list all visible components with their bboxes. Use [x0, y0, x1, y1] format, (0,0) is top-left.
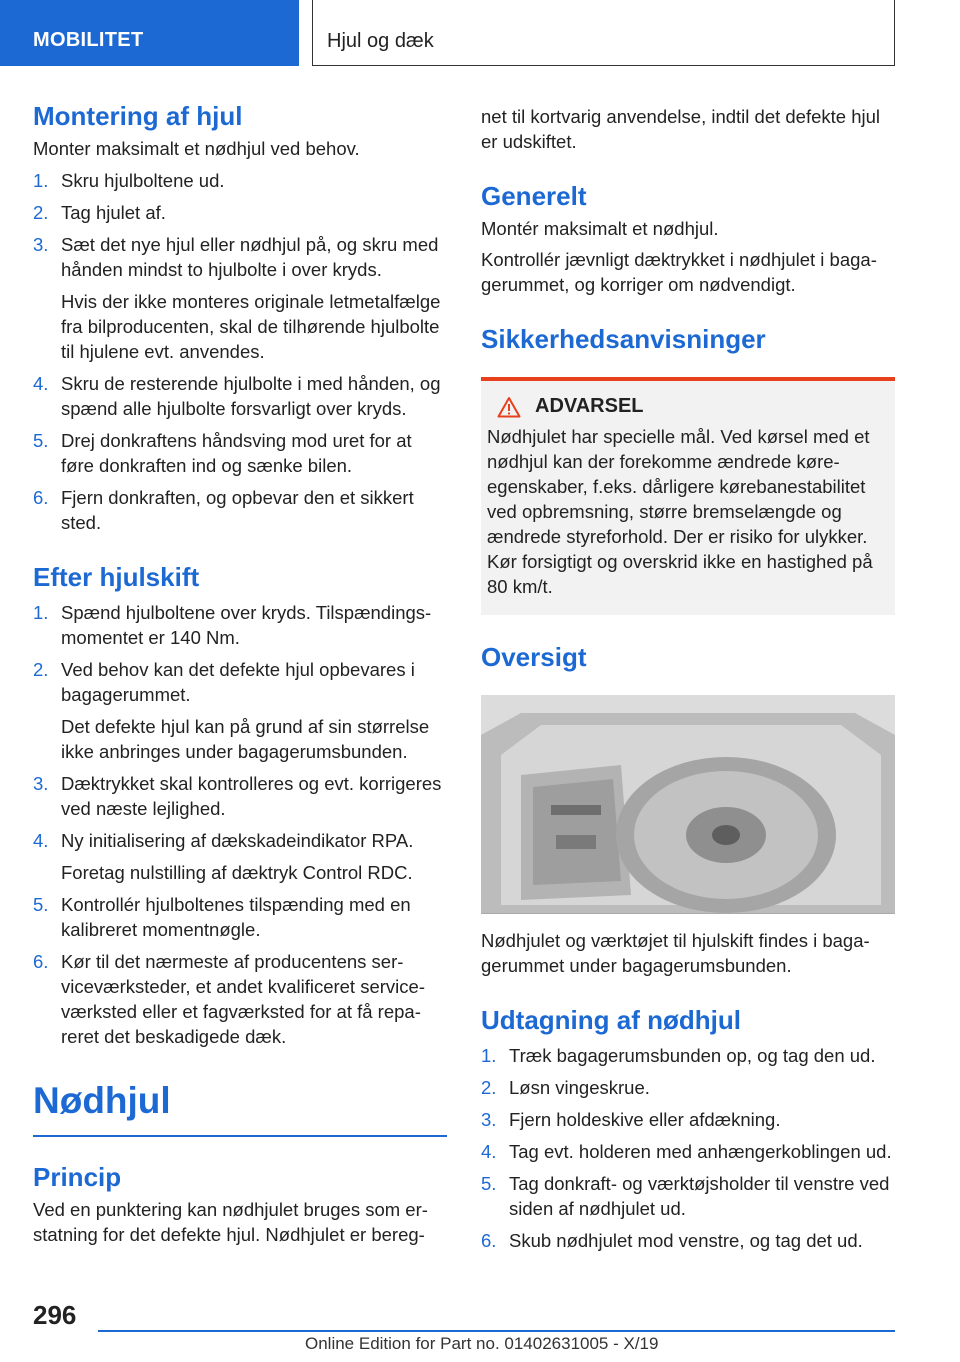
photo-caption: Nødhjulet og værktøjet til hjulskift findes i bagagerummet under bagagerumsbunden. — [481, 930, 870, 976]
left-column — [33, 100, 447, 1247]
generelt-p1: Montér maksimalt et nødhjul. — [481, 218, 719, 239]
heading-princip: Princip — [33, 1162, 122, 1192]
footer-edition: Online Edition for Part no. 01402631005 - X/19 — [305, 1334, 659, 1353]
princip-text: Ved en punktering kan nødhjulet bruges som erstatning for det defekte hjul. Nødhjulet er bereg- — [33, 1199, 428, 1245]
page-header — [0, 0, 960, 66]
list-item: 2. Løsn vingeskrue. — [481, 1077, 650, 1098]
list-item: 5. Kontrollér hjulboltenes tilspænding med en kalibreret momentnøgle. — [33, 894, 411, 940]
list-item: 4. Tag evt. holderen med anhængerkoblingen ud. — [481, 1141, 892, 1162]
list-item: 1. Spænd hjulboltene over kryds. Tilspændingsmomentet er 140 Nm. — [33, 602, 432, 648]
warning-box — [481, 377, 895, 615]
warning-triangle-icon — [497, 396, 521, 418]
list-item: 3. Sæt det nye hjul eller nødhjul på, og skru med hånden mindst to hjulbolte i over kryds. Hvis der ikke monteres originale letmetalfælge fra bilproducenten, skal de tilhørende hjulbolte til hjulene evt. anvendes. — [33, 234, 441, 362]
spare-wheel-photo — [481, 695, 895, 914]
list-item: 1. Skru hjulboltene ud. — [33, 170, 225, 191]
list-item: 3. Dæktrykket skal kontrolleres og evt. korrigeres ved næste lejlighed. — [33, 773, 442, 819]
montering-steps — [33, 168, 447, 535]
section-divider — [33, 1135, 447, 1137]
list-item: 2. Ved behov kan det defekte hjul opbevares i bagagerummet. Det defekte hjul kan på grund af sin størrelse ikke anbringes under bagagerumsbunden. — [33, 659, 430, 762]
list-item: 5. Drej donkraftens håndsving mod uret for at føre donkraften ind og sænke bilen. — [33, 430, 412, 476]
heading-efter: Efter hjulskift — [33, 562, 200, 592]
montering-intro: Monter maksimalt et nødhjul ved behov. — [33, 138, 360, 159]
efter-steps — [33, 600, 447, 1049]
list-item: 3. Fjern holdeskive eller afdækning. — [481, 1109, 781, 1130]
heading-udtagning: Udtagning af nødhjul — [481, 1005, 741, 1035]
heading-nodhjul: Nødhjul — [33, 1080, 171, 1121]
warning-title: ADVARSEL — [535, 395, 644, 417]
warning-header — [487, 395, 889, 418]
list-item: 6. Kør til det nærmeste af producentens serviceværksteder, et andet kvalificeret serviceværksted eller et fagværksted for at få repareret det beskadigede dæk. — [33, 951, 425, 1047]
list-item: 2. Tag hjulet af. — [33, 202, 166, 223]
list-item: 4. Skru de resterende hjulbolte i med hånden, og spænd alle hjulbolte forsvarligt over kryds. — [33, 373, 441, 419]
generelt-p2: Kontrollér jævnligt dæktrykket i nødhjulet i bagagerummet, og korriger om nødvendigt. — [481, 249, 877, 295]
page-number: 296 — [33, 1300, 77, 1330]
heading-oversigt: Oversigt — [481, 642, 587, 672]
chapter-title-box — [312, 0, 895, 66]
list-item: 6. Skub nødhjulet mod venstre, og tag det ud. — [481, 1230, 863, 1251]
chapter-title: Hjul og dæk — [327, 30, 434, 52]
list-item: 5. Tag donkraft- og værktøjsholder til venstre ved siden af nødhjulet ud. — [481, 1173, 890, 1219]
warning-text: Nødhjulet har specielle mål. Ved kørsel med et nødhjul kan der forekomme ændrede køreegenskaber, f.eks. dårligere kørebanestabilitet ved opbremsning, større bremselængde og ændrede styreforhold. Der er risiko for ulykker. Kør forsigtigt og overskrid ikke en hastighed på 80 km/t. — [487, 426, 873, 597]
heading-sikkerhed: Sikkerhedsanvisninger — [481, 324, 766, 354]
trunk-illustration — [481, 695, 895, 914]
footer-divider — [98, 1330, 895, 1332]
list-item: 1. Træk bagagerumsbunden op, og tag den ud. — [481, 1045, 876, 1066]
udtagning-steps — [481, 1043, 895, 1253]
heading-montering: Montering af hjul — [33, 101, 243, 131]
list-item: 6. Fjern donkraften, og opbevar den et sikkert sted. — [33, 487, 414, 533]
list-item: 4. Ny initialisering af dækskadeindikator RPA. Foretag nulstilling af dæktryk Control RDC. — [33, 830, 414, 883]
section-tab — [0, 0, 299, 66]
section-label: MOBILITET — [33, 29, 144, 51]
heading-generelt: Generelt — [481, 181, 587, 211]
right-column — [481, 100, 895, 1253]
princip-continued: net til kortvarig anvendelse, indtil det defekte hjul er udskiftet. — [481, 106, 881, 152]
